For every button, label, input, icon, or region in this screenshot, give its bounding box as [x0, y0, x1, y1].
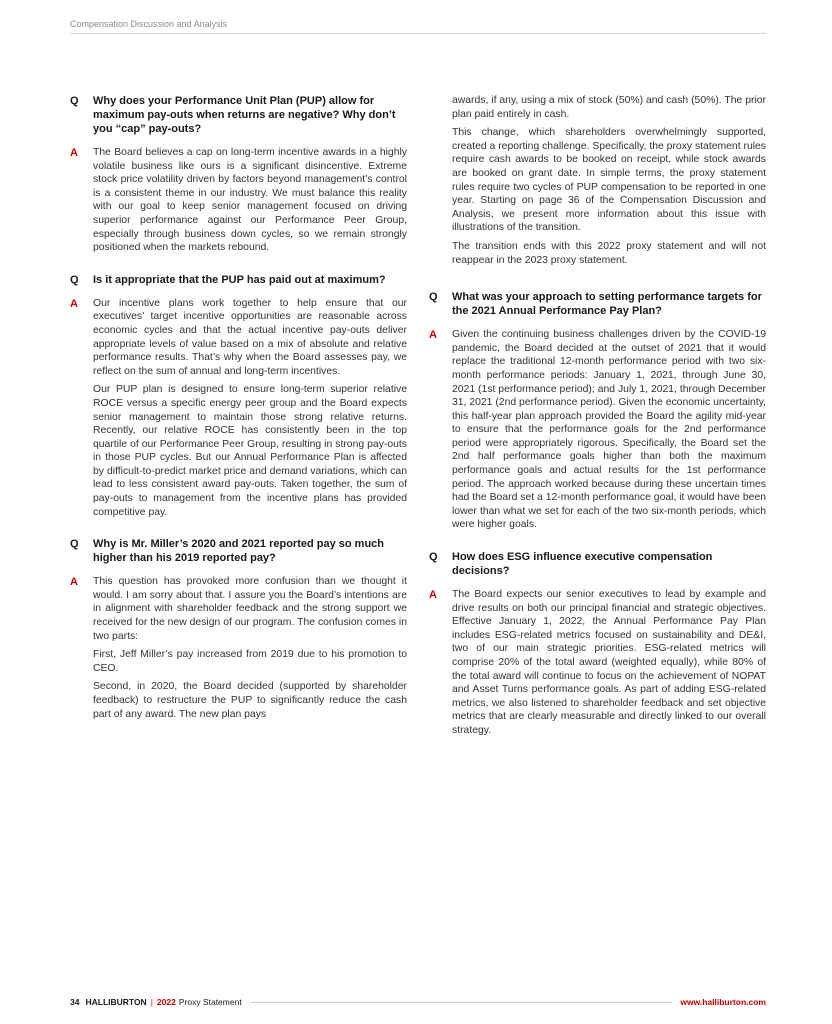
left-column [70, 94, 407, 721]
question-text: Is it appropriate that the PUP has paid out at maximum? [93, 273, 386, 286]
question-marker: Q [70, 538, 79, 551]
answer-paragraph: Our incentive plans work together to help ensure that our executives’ target incentive opportunities are reasonable across economic cycles and that the actual incentive pay-outs deliver appropriate levels of value based on a mix of absolute and relative performance results. That’s why when the Board assesses pay, we reflect on the sum of annual and long-term incentives. [93, 297, 407, 377]
answer [429, 588, 766, 738]
question-text: How does ESG influence executive compensation decisions? [452, 551, 713, 578]
footer-year: 2022 [156, 997, 176, 1007]
right-column [429, 94, 766, 738]
question-marker: Q [429, 551, 438, 564]
answer-paragraph: First, Jeff Miller’s pay increased from 2019 due to his promotion to CEO. [93, 649, 407, 674]
company-name: HALLIBURTON [85, 997, 147, 1007]
running-header: Compensation Discussion and Analysis [70, 19, 228, 29]
question [70, 94, 407, 136]
answer-paragraph: Given the continuing business challenges driven by the COVID-19 pandemic, the Board decided at the outset of 2021 that it would replace the traditional 12-month performance period with two six-month performance periods: January 1, 2021, through June 30, 2021 (1st performance period); and July 1, 2021, through December 31, 2021 (2nd performance period). Given the economic uncertainty, this half-year plan approach provided the Board the agility mid-year to ensure that the performance goals for the 2nd performance period were appropriately rigorous. Specifically, the Board set the 2nd half performance goals higher than both the maximum performance goals and actual results for the 1st performance period. The approach worked because during these uncertain times had the Board set a 12-month performance goal, it would have been lower than what we set for each of the two six-month periods, which were higher goals. [452, 329, 767, 531]
answer-paragraph: This change, which shareholders overwhelmingly supported, created a reporting challenge. Specifically, the proxy statement rules require cash awards to be booked on receipt, while stock awards are booked on grant date. In simple terms, the proxy statement rules require two cycles of PUP compensation to be reported in one year. Starting on page 36 of the Compensation Discussion and Analysis, we present more information about this issue with illustrations of the transition. [452, 127, 767, 234]
question-text: What was your approach to setting performance targets for the 2021 Annual Performance Pay Plan? [452, 291, 762, 318]
answer-paragraph: awards, if any, using a mix of stock (50%) and cash (50%). The prior plan paid entirely in cash. [452, 95, 766, 120]
question [429, 290, 766, 318]
answer-paragraph: The Board expects our senior executives to lead by example and drive results on both our principal financial and strategic objectives. Effective January 1, 2022, the Annual Performance Pay Plan includes ESG-related metrics focused on sustainability and DE&I, two of our main strategic priorities. ESG-related metrics will comprise 20% of the total award (weighted equally), while 80% of the total award will continue to focus on the achievement of NOPAT and Asset Turns performance goals. As part of adding ESG-related metrics, we also listened to shareholder feedback and set objective metrics that are clearly measurable and directly linked to our overall strategy. [452, 589, 766, 736]
question [70, 537, 407, 565]
answer-marker: A [70, 297, 78, 310]
footer-separator: | [150, 997, 153, 1007]
answer-paragraph: The Board believes a cap on long-term incentive awards in a highly volatile business like ours is a significant disincentive. Extreme stock price volatility driven by factors beyond management’s control is a consistent theme in our industry. We must balance this reality with our goal to keep senior management focused on driving superior performance against our Performance Peer Group, especially through business down cycles, so we remain strongly positioned when the markets rebound. [93, 147, 407, 254]
answer [70, 575, 407, 721]
question [429, 550, 766, 578]
answer-marker: A [70, 576, 78, 589]
answer [70, 297, 407, 520]
website-link[interactable]: www.halliburton.com [680, 997, 766, 1007]
answer-continuation [429, 94, 766, 267]
answer-marker: A [429, 589, 437, 602]
question-marker: Q [429, 291, 438, 304]
document-title: Proxy Statement [178, 997, 242, 1007]
question-text: Why is Mr. Miller’s 2020 and 2021 reported pay so much higher than his 2019 reported pay? [93, 538, 384, 565]
question-marker: Q [70, 95, 79, 107]
footer-divider [250, 1002, 673, 1003]
header-divider [70, 33, 766, 34]
page-footer [70, 995, 766, 1009]
answer-paragraph: The transition ends with this 2022 proxy statement and will not reappear in the 2023 proxy statement. [452, 240, 766, 266]
answer [70, 146, 407, 255]
answer [429, 328, 766, 532]
question-marker: Q [70, 273, 79, 286]
question [70, 273, 407, 287]
page-number: 34 [70, 997, 80, 1007]
question-text: Why does your Performance Unit Plan (PUP) allow for maximum pay-outs when returns are negative? Why don’t you “cap” pay-outs? [93, 95, 396, 135]
answer-paragraph: Second, in 2020, the Board decided (supported by shareholder feedback) to restructure the PUP to significantly reduce the cash part of any award. The new plan pays [93, 681, 407, 720]
answer-paragraph: This question has provoked more confusion than we thought it would. I am sorry about that. I assure you the Board’s intentions are in alignment with shareholder feedback and the strong support we received for the new design of our program. The confusion comes in two parts: [93, 576, 407, 642]
answer-marker: A [429, 329, 437, 342]
answer-marker: A [70, 147, 78, 159]
answer-paragraph: Our PUP plan is designed to ensure long-term superior relative ROCE versus a specific energy peer group and the Board expects senior management to maintain those strong relative returns. Recently, our relative ROCE has consistently been in the top quartile of our Performance Peer Group, resulting in strong pay-outs in those PUP cycles. But our Annual Performance Plan is affected by difficult-to-predict market price and demand variations, which can lead to less consistent award pay-outs. Taken together, the sum of pay-outs to management from the incentive plans has provided competitive pay. [93, 384, 407, 518]
